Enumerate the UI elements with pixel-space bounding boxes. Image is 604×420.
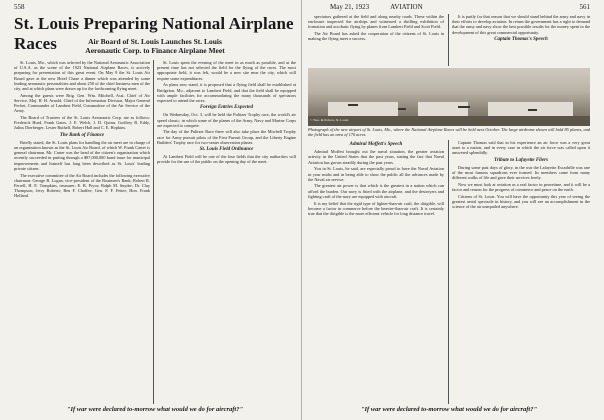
section-heading: Tribute to Lafayette Fliers (493, 157, 549, 163)
paragraph: At Lambert Field will be one of the four fields that the city authorities will provide for the use of the public on the opening day of the meet. (157, 154, 296, 165)
column-divider (448, 14, 449, 66)
footer-slogan-left: "If war were declared to-morrow what would we do for aircraft?" (66, 406, 244, 413)
running-head (330, 3, 423, 11)
paragraph: It is partly for that reason that we should stand behind the army and navy in their efforts to develop aviation. In return the government has a right to demand that the army and navy show the best possible results for the money spent in the development of this great commercial opportunity. (452, 14, 590, 35)
section-heading: St. Louis Field Ordinance (199, 147, 254, 153)
paragraph: The greatest air power is that which is the greatest in a nation which can afford the burden. Our navy is fitted with the airplane, and the destroyers and fighting craft of the navy are equipped with aircraft. (308, 183, 444, 199)
article-column-3-top (308, 14, 444, 66)
column-divider (448, 140, 449, 404)
paragraph: St. Louis spent the evening of the meet in as much as possible, and at the present time has not selected the field for the flying of the races. The most appropriate field, it was felt, would be a new site near the city, which will require some expenditures. (157, 60, 296, 81)
paragraph: Citizens of St. Louis: You will have the opportunity this year of seeing the greatest aerial spectacle in history, and you will see an accomplishment in the science of the air unequaled anywhere. (452, 193, 590, 210)
airfield-photograph (308, 68, 590, 126)
article-column-4 (452, 140, 590, 404)
airplane-mark (528, 109, 537, 111)
article-column-4-top (452, 14, 590, 66)
section-heading: Admiral Moffett's Speech (349, 142, 403, 147)
paragraph: Now we must look at aviation as a real factor in peacetime, and it will be a factor and reason for the progress of commerce and peace on the earth. (452, 181, 590, 193)
date-line: May 21, 1923 (330, 3, 370, 11)
publication-name: AVIATION (390, 3, 423, 11)
subhead-line-1: Air Board of St. Louis Launches St. Louis (88, 37, 222, 46)
hangar-building (418, 100, 468, 116)
paragraph: It is my belief that the rigid type of lighter-than-air craft, the dirigible, will become a factor in commerce before the heavier-than-air craft. It is certainly true that the dirigible is the more efficient vehicle for long distance travel. (308, 200, 444, 216)
photo-caption: Photograph of the new airport of St. Louis, Mo., where the National Airplane Races will be held next October. The large airdrome shown will hold 85 planes, and the field has an area of 170 acres. (308, 127, 590, 137)
paragraph: As plans now stand, it is proposed that a flying field shall be established at Bridgeton, Mo., adjacent to Lambert Field, and that the field shall be equipped with ample facilities for accommodating the many thousands of spectators expected to attend the races. (157, 82, 296, 103)
paragraph: spectators gathered at the field and along nearby roads. These within the enclosure inspected the airships and witnessed a thrilling exhibition of formation and acrobatic flying by planes from Lambert Field and Scott Field. (308, 14, 444, 30)
paragraph: Admiral Moffett brought out the naval situation, the greater aviation activity in the United States that the past years, stating the fact that Naval Aviation has grown steadily during the past years. (308, 149, 444, 165)
paragraph: Captain Thomas said that in his experience an air force was a very great asset to a nation, and in every case in which the air force was called upon it answered splendidly. (452, 140, 590, 156)
hangar-building (328, 100, 398, 116)
page-gutter (301, 0, 302, 420)
section-heading: Captain Thomas's Speech (494, 36, 548, 42)
paragraph: St. Louis, Mo., which was selected by the National Aeronautic Association of U.S.A. as the scene of the 1923 National Airplane Races, is actively preparing for presentation of this great event. On May 9 the St. Louis Air Board gave at the new Hotel Chase a dinner which was attended by some leading aeronautic personalities and about 250 of the chief business men of the city, and at which plans were drawn up for the forthcoming flying meet. (14, 60, 150, 92)
paragraph: On Wednesday, Oct. 3, will be held the Pulitzer Trophy race, the world's air speed classic, in which some of the planes of the Army, Navy and Marine Corps are expected to compete. (157, 112, 296, 128)
airplane-mark (348, 104, 358, 106)
airplane-mark (398, 108, 406, 110)
paragraph: Briefly stated, the St. Louis plans for handling the air meet are in charge of an organization known as the St. Louis Air Board, of which W. Frank Carter is general chairman. Mr. Carter was the head of the citizen's organization which recently succeeded in putting through a $87,000,000 bond issue for municipal improvements and himself has long been described as St. Louis' leading private citizen. (14, 139, 150, 171)
column-divider (153, 60, 154, 404)
paragraph: During some past days of glory, in the war the Lafayette Escadrille was one of the most famous squadrons ever formed. Its members came from many different walks of life and gave their services freely. (452, 164, 590, 181)
hangar-building (488, 100, 573, 116)
article-column-1 (14, 60, 150, 404)
section-heading: The Bank of Finance (59, 132, 105, 138)
paragraph: The Air Board has asked the cooperation of the citizens of St. Louis in making the flying meet a success. (308, 31, 444, 42)
page-number-right: 561 (579, 3, 590, 11)
paragraph: The executive committee of the Air Board includes the following executive chairman: George B. Logan, vice-president of the Boatmen's Bank; Robert R. Ferrell; H. E. Tompkins, treasurer; E. B. Pryor; Ralph M. Snyder; Dr. Clay Thompson; Jerry Roberts; Ben F. Chaffee; Gen. F. F. Fetter; Hon. Frank Holland. (14, 172, 150, 199)
paragraph: The day of the Pulitzer Race there will also take place the Mitchell Trophy race for Army pursuit pilots of the First Pursuit Group, and the Liberty Engine Builders' Trophy race for two-seater observation planes. (157, 129, 296, 145)
subhead-line-2: Aeronautic Corp. to Finance Airplane Meet (85, 46, 225, 55)
paragraph: You in St. Louis, he said, are especially proud to have the Naval Aviation in your midst and in being able to show the public all the advances made by the Naval air service. (308, 166, 444, 182)
section-heading: Foreign Entries Expected (199, 105, 254, 111)
paragraph: The Board of Trustees of the St. Louis Aeronautic Corp. are as follows: Frederick Hurd, Frank Gates, J. E. Welch, J. D. Quinn, Godfrey B. Eddy, Julius Dierberger, Lester Ruthell, Robert Hall and C. E. Hopkins. (14, 115, 150, 131)
airplane-mark (458, 106, 470, 108)
article-title: St. Louis Preparing National Airplane Races (14, 14, 294, 53)
article-column-2 (157, 60, 296, 404)
article-subhead (14, 37, 296, 55)
paragraph: Among the guests were Brig. Gen. Wm. Mitchell, Asst. Chief of Air Service, Maj. H. H. Arnold, Chief of the Information Division, Major General Fechet, Commander of Lambert Field, Commodore of the Air Service of the Army. (14, 92, 150, 114)
footer-slogan-right: "If war were declared to-morrow what would we do for aircraft?" (360, 406, 538, 413)
photo-credit: © Sun. & Polson, St. Louis (310, 118, 349, 122)
article-column-3 (308, 140, 444, 404)
page-number-left: 558 (14, 3, 25, 11)
airfield-ground (308, 116, 590, 126)
